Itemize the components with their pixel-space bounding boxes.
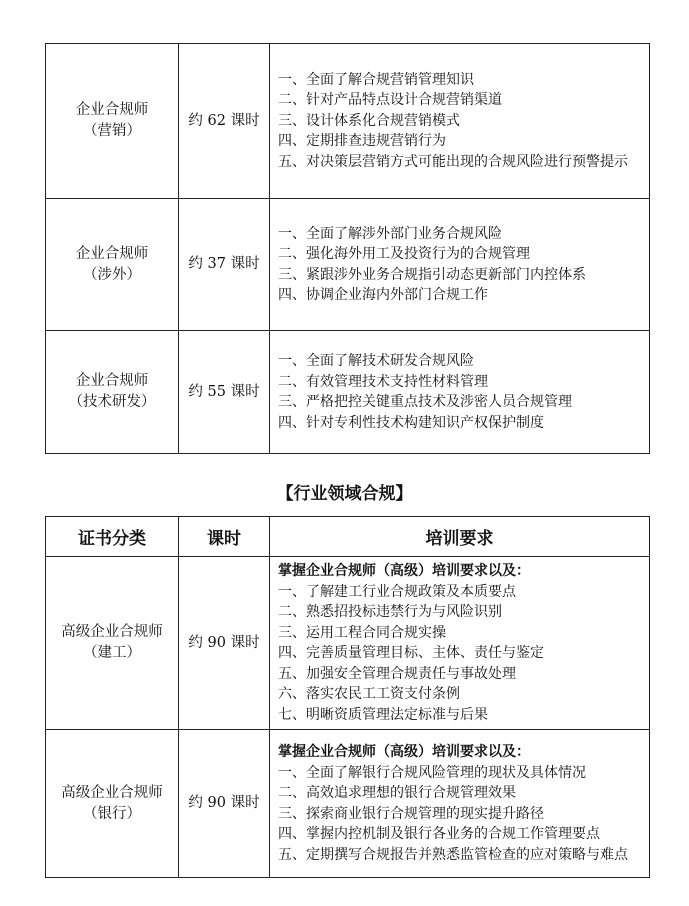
industry-compliance-table (45, 516, 650, 878)
requirement-item: 五、定期撰写合规报告并熟悉监管检查的应对策略与难点 (278, 846, 628, 863)
requirement-item: 三、探索商业银行合规管理的现实提升路径 (278, 805, 544, 822)
requirement-item: 一、全面了解合规营销管理知识 (278, 71, 474, 88)
category-cell (46, 199, 179, 331)
category-cell (46, 730, 179, 878)
requirement-item: 一、全面了解技术研发合规风险 (278, 353, 474, 369)
header-requirements: 培训要求 (270, 517, 650, 557)
requirement-item: 二、针对产品特点设计合规营销渠道 (278, 92, 502, 109)
requirements-cell (270, 557, 650, 730)
hours-cell: 约 90 课时 (179, 557, 270, 730)
requirement-item: 一、全面了解银行合规风险管理的现状及具体情况 (278, 764, 586, 781)
table-row (46, 199, 650, 331)
category-line: 企业合规师 (75, 102, 149, 118)
general-compliance-table (45, 43, 650, 454)
hours-cell: 约 37 课时 (179, 199, 270, 331)
category-line: 高级企业合规师 (61, 784, 163, 801)
requirements-cell (270, 44, 650, 199)
category-line: 企业合规师 (75, 373, 149, 389)
requirement-item: 五、对决策层营销方式可能出现的合规风险进行预警提示 (278, 153, 628, 170)
header-category: 证书分类 (46, 517, 179, 557)
requirement-item: 四、掌握内控机制及银行各业务的合规工作管理要点 (278, 826, 600, 842)
category-cell (46, 557, 179, 730)
requirement-item: 二、强化海外用工及投资行为的合规管理 (278, 246, 530, 262)
requirements-heading: 掌握企业合规师（高级）培训要求以及： (278, 563, 530, 579)
requirement-item: 二、高效追求理想的银行合规管理效果 (278, 785, 516, 801)
requirement-item: 一、了解建工行业合规政策及本质要点 (278, 583, 516, 600)
table-row (46, 557, 650, 730)
table-row (46, 730, 650, 878)
requirement-item: 二、熟悉招投标违禁行为与风险识别 (278, 604, 502, 620)
requirement-item: 一、全面了解涉外部门业务合规风险 (278, 225, 502, 242)
requirement-item: 六、落实农民工工资支付条例 (278, 686, 460, 702)
category-cell (46, 331, 179, 454)
category-cell (46, 44, 179, 199)
requirement-item: 三、严格把控关键重点技术及涉密人员合规管理 (278, 394, 572, 410)
category-line: 企业合规师 (75, 245, 149, 262)
category-line: （建工） (83, 645, 141, 661)
category-line: （银行） (83, 805, 141, 822)
requirements-cell (270, 730, 650, 878)
table-row (46, 331, 650, 454)
requirement-item: 三、设计体系化合规营销模式 (278, 112, 460, 129)
hours-cell: 约 90 课时 (179, 730, 270, 878)
header-hours: 课时 (179, 517, 270, 557)
requirement-item: 四、针对专利性技术构建知识产权保护制度 (278, 414, 544, 431)
requirement-item: 四、完善质量管理目标、主体、责任与鉴定 (278, 645, 544, 661)
requirement-item: 三、运用工程合同合规实操 (278, 624, 446, 641)
table-row (46, 44, 650, 199)
hours-cell: 约 62 课时 (179, 44, 270, 199)
requirements-heading: 掌握企业合规师（高级）培训要求以及： (278, 744, 530, 760)
requirement-item: 七、明晰资质管理法定标准与后果 (278, 706, 488, 723)
section-title: 【行业领域合规】 (276, 484, 413, 504)
requirement-item: 四、定期排查违规营销行为 (278, 133, 446, 150)
requirement-item: 四、协调企业海内外部门合规工作 (278, 287, 488, 303)
category-line: 高级企业合规师 (61, 624, 163, 640)
category-line: （技术研发） (68, 394, 156, 410)
table-header-row (46, 517, 650, 557)
requirement-item: 三、紧跟涉外业务合规指引动态更新部门内控体系 (278, 266, 586, 283)
category-line: （涉外） (83, 266, 141, 283)
requirements-cell (270, 199, 650, 331)
category-line: （营销） (83, 123, 141, 139)
requirement-item: 五、加强安全管理合规责任与事故处理 (278, 665, 516, 682)
requirement-item: 二、有效管理技术支持性材料管理 (278, 373, 488, 390)
requirements-cell (270, 331, 650, 454)
hours-cell: 约 55 课时 (179, 331, 270, 454)
